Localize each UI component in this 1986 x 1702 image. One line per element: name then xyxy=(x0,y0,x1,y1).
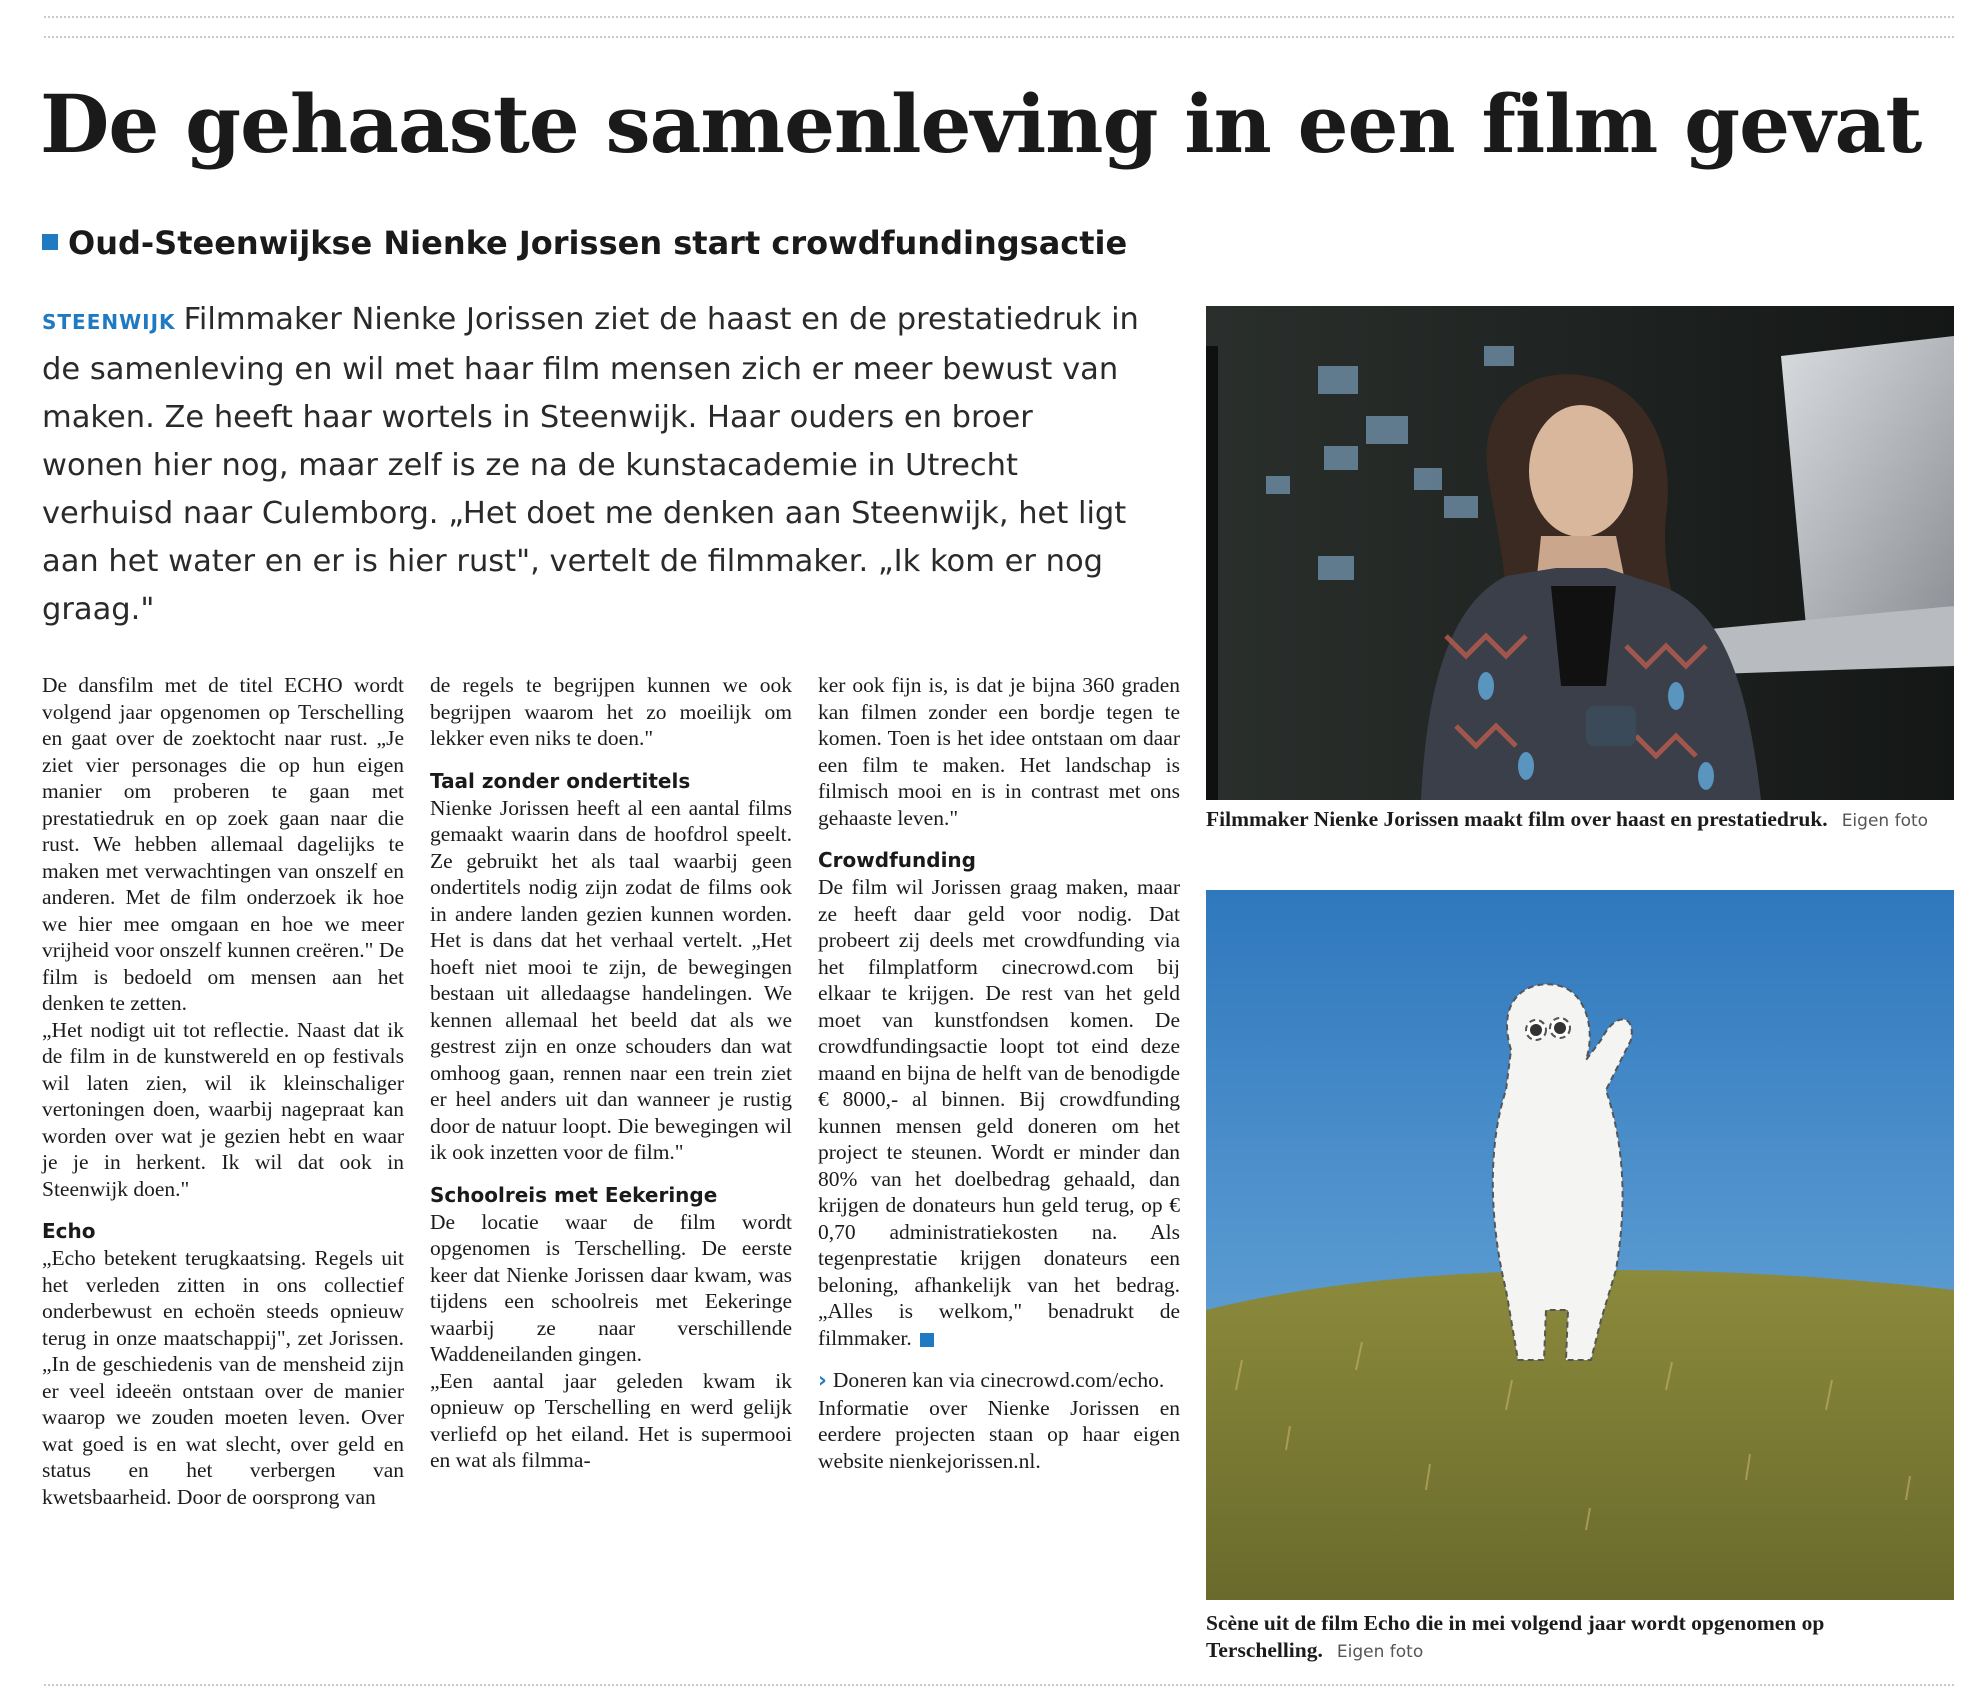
col2-paragraph-2: Nienke Jorissen heeft al een aantal films gemaakt waarin dans de hoofdrol speelt. Ze gebruikt het als taal waarbij geen ondertitels nodig zijn zodat de films ook in andere landen gezien kunnen worden. Het is dans dat het verhaal vertelt. „Het hoeft niet mooi te zijn, de bewegingen bestaan uit alledaagse handelingen. We kennen allemaal het beeld dat als we gestrest zijn en onze schouders dan wat omhoog gaan, rennen naar een trein ziet er heel anders uit dan wanneer je rustig door de natuur loopt. Die bewegingen wil ik ook inzetten voor de film." xyxy=(430,795,792,1164)
photo-filmmaker-caption-text: Filmmaker Nienke Jorissen maakt film over haast en prestatiedruk. xyxy=(1206,807,1828,831)
photo-film-scene-caption xyxy=(1206,1610,1966,1666)
photo-filmmaker xyxy=(1206,306,1954,800)
col2-paragraph-3: De locatie waar de film wordt opgenomen is Terschelling. De eerste keer dat Nienke Jorissen daar kwam, was tijdens een schoolreis met Eekeringe waarbij ze naar verschillende Waddeneilanden gingen. xyxy=(430,1209,792,1366)
col1-paragraph-3: „Echo betekent terugkaatsing. Regels uit het verleden zitten in ons collectief onderbewust en echoën steeds opnieuw terug in onze maatschappij", zet Jorissen. „In de geschiedenis van de mensheid zijn er veel ideeën ontstaan over de manier waarop we zouden moeten leven. Over wat goed is en wat slecht, over geld en status en het verbergen van kwetsbaarheid. Door de oorsprong van xyxy=(42,1246,404,1509)
col2-paragraph-1: de regels te begrijpen kunnen we ook begrijpen waarom het zo moeilijk om lekker even niks te doen." xyxy=(430,673,792,750)
subheadline xyxy=(42,220,1127,266)
subheadline-square-icon xyxy=(42,234,58,250)
col2-heading-taal: Taal zonder ondertitels xyxy=(430,768,691,793)
col3-paragraph-2 xyxy=(818,874,1180,1351)
photo-filmmaker-illustration xyxy=(1206,306,1954,800)
top-rule-2 xyxy=(44,36,1954,38)
photo-film-scene-credit: Eigen foto xyxy=(1336,1642,1424,1662)
photo-film-scene-illustration xyxy=(1206,890,1954,1600)
col2-paragraph-4: „Een aantal jaar geleden kwam ik opnieuw op Terschelling en werd gelijk verliefd op het eiland. Het is supermooi en wat als filmma- xyxy=(430,1368,792,1472)
top-rule xyxy=(44,16,1954,18)
photo-filmmaker-credit: Eigen foto xyxy=(1841,811,1929,831)
intro-paragraph xyxy=(42,296,1142,634)
col3-donate-text: Doneren kan via cinecrowd.com/echo. xyxy=(832,1368,1165,1392)
subheadline-text: Oud-Steenwijkse Nienke Jorissen start crowdfundingsactie xyxy=(68,224,1128,262)
article-column-2 xyxy=(430,672,792,1474)
col3-info-line: Informatie over Nienke Jorissen en eerdere projecten staan op haar eigen website nienkejorissen.nl. xyxy=(818,1395,1180,1473)
bottom-rule xyxy=(44,1684,1954,1686)
photo-film-scene-caption-text: Scène uit de film Echo die in mei volgend jaar wordt opgenomen op Terschelling. xyxy=(1206,1611,1825,1662)
intro-text: Filmmaker Nienke Jorissen ziet de haast en de prestatiedruk in de samenleving en wil met haar film mensen zich er meer bewust van maken. Ze heeft haar wortels in Steenwijk. Haar ouders en broer wonen hier nog, maar zelf is ze na de kunstacademie in Utrecht verhuisd naar Culemborg. „Het doet me denken aan Steenwijk, het ligt aan het water en er is hier rust", vertelt de filmmaker. „Ik kom er nog graag." xyxy=(42,302,1139,627)
col2-heading-schoolreis: Schoolreis met Eekeringe xyxy=(430,1182,718,1207)
photo-filmmaker-caption xyxy=(1206,806,1966,835)
col1-heading-echo: Echo xyxy=(42,1219,96,1243)
photo-film-scene xyxy=(1206,890,1954,1600)
col3-donate-line xyxy=(818,1367,1180,1395)
article-column-3 xyxy=(818,672,1180,1474)
end-mark-icon xyxy=(920,1333,934,1347)
col3-paragraph-2-text: De film wil Jorissen graag maken, maar ze heeft daar geld voor nodig. Dat probeert zij deels met crowdfunding via het filmplatform cinecrowd.com bij elkaar te krijgen. De rest van het geld moet van kunstfondsen komen. De crowdfundingsactie loopt tot eind deze maand en bijna de helft van de benodigde € 8000,- al binnen. Bij crowdfunding kunnen mensen geld doneren om het project te steunen. Wordt er minder dan 80% van het doelbedrag gehaald, dan krijgen de donateurs hun geld terug, op € 0,70 administratiekosten na. Als tegenprestatie krijgen donateurs een beloning, afhankelijk van het bedrag. „Alles is welkom," benadrukt de filmmaker. xyxy=(818,875,1180,1350)
article-column-1 xyxy=(42,672,404,1510)
chevron-right-icon: › xyxy=(818,1368,827,1393)
col3-heading-crowdfunding: Crowdfunding xyxy=(818,848,976,872)
dateline: STEENWIJK xyxy=(42,310,176,334)
col1-paragraph-1: De dansfilm met de titel ECHO wordt volgend jaar opgenomen op Terschelling en gaat over de zoektocht naar rust. „Je ziet vier personages die op hun eigen manier om proberen te gaan met prestatiedruk en op zoek gaan naar die rust. We hebben allemaal dagelijks te maken met verwachtingen van onszelf en anderen. Met de film onderzoek ik hoe we hier mee omgaan en hoe we meer vrijheid voor onszelf kunnen creëren." De film is bedoeld om mensen aan het denken te zetten. xyxy=(42,673,404,1015)
col3-paragraph-1: ker ook fijn is, is dat je bijna 360 graden kan filmen zonder een bordje tegen te komen. Toen is het idee ontstaan om daar een film te maken. Het landschap is filmisch mooi en is in contrast met ons gehaaste leven." xyxy=(818,673,1180,830)
headline: De gehaaste samenleving in een film gevat xyxy=(40,77,1922,171)
col1-paragraph-2: „Het nodigt uit tot reflectie. Naast dat ik de film in de kunstwereld en op festivals wil laten zien, wil ik kleinschaliger vertoningen doen, waarbij nagepraat kan worden over wat je gezien hebt en waar je je in herkent. Ik wil dat ook in Steenwijk doen." xyxy=(42,1017,404,1201)
